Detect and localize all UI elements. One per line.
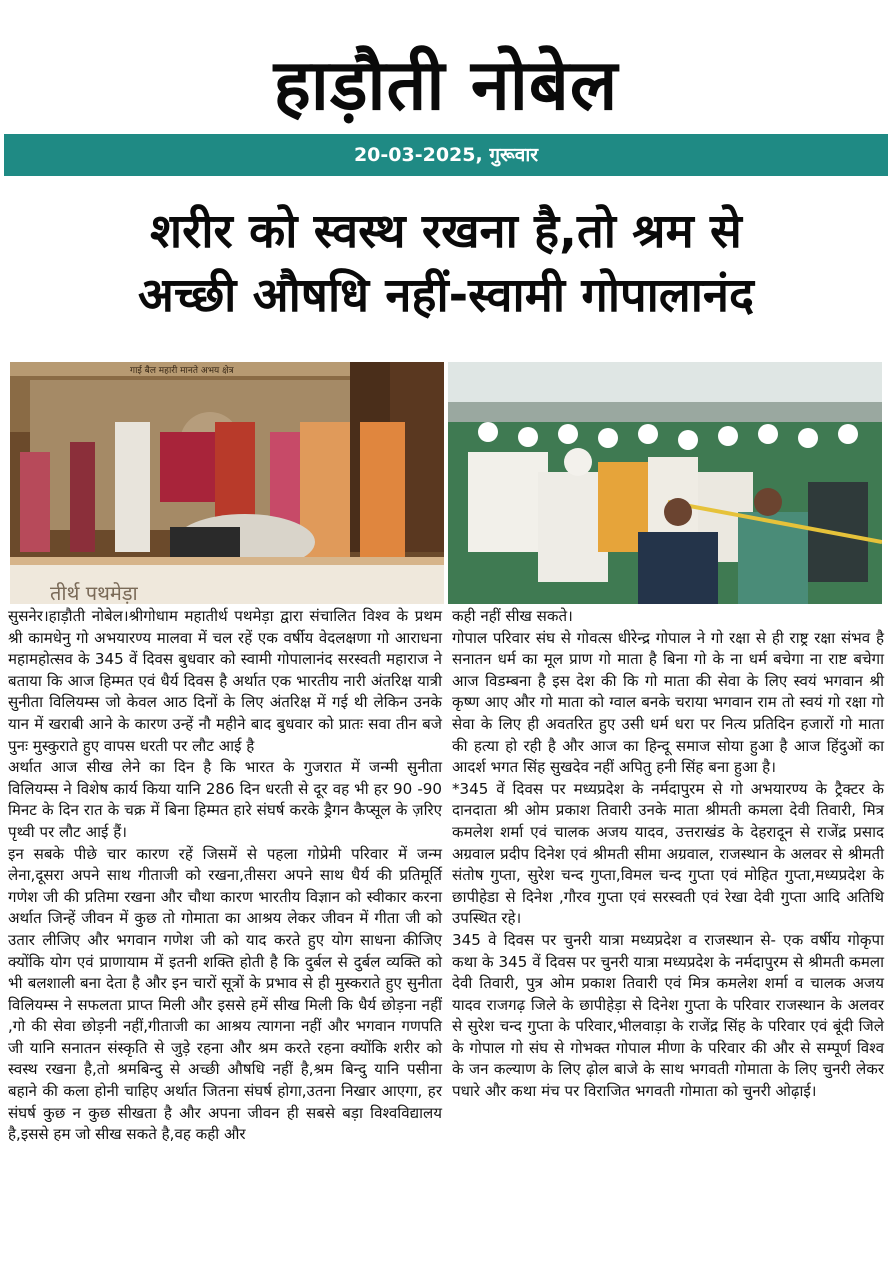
article-paragraph: कही नहीं सीख सकते।: [452, 607, 573, 625]
headline-line-1: शरीर को स्वस्थ रखना है,तो श्रम से: [150, 204, 742, 259]
masthead-title: हाड़ौती नोबेल: [273, 44, 619, 126]
article-paragraph: इन सबके पीछे चार कारण रहें जिसमें से पहला गोप्रेमी परिवार में जन्म लेना,दूसरा अपने साथ गीताजी को रखना,तीसरा अपने साथ धैर्य की प्रतिमूर्ति गणेश जी की प्रतिमा रखना और चौथा कारण भारतीय विज्ञान को स्वीकार करना अर्थात जिन्हें जीवन में कुछ तो गोमाता का आश्रय लेकर जीवन में गीता जी को उतार लीजिए और भगवान गणेश जी को याद करते हुए योग साधना कीजिए क्योंकि योग एवं प्राणायाम में इतनी शक्ति होती है कि दुर्बल से दुर्बल व्यक्ति को भी बलशाली बना देता है और इन चारों सूत्रों के प्रभाव से ही मुस्कराते हुए सुनीता विलियम्स ने सफलता प्राप्त मिली और इससे हमें सीख मिली कि धैर्य छोड़ना नहीं ,गो की सेवा छोड़नी नहीं,गीताजी का आश्रय त्यागना नहीं और भगवान गणपति जी यानि सनातन संस्कृति से जुड़े रहना और श्रम करते रहना क्योंकि शरीर को स्वस्थ रखना है,तो श्रमबिन्दु से अच्छी औषधि नहीं है,श्रम बिन्दु यानि पसीना बहाने की कला होनी चाहिए अर्थात जितना संघर्ष होगा,उतना निखार आएगा, हर संघर्ष कुछ न कुछ सीखता है और अपना जीवन ही सबसे बड़ा विश्वविद्यालय है,इससे हम जो सीख सकते है,वह कही और: [8, 844, 442, 1144]
photo-stage-cow-image: [10, 362, 444, 604]
article-paragraph: सुसनेर।हाड़ौती नोबेल।श्रीगोधाम महातीर्थ पथमेड़ा द्वारा संचालित विश्व के प्रथम श्री कामधेनु गो अभयारण्य मालवा में चल रहें एक वर्षीय वेदलक्षणा गो आराधना महामहोत्सव के 345 वें दिवस बुधवार को स्वामी गोपालानंद सरस्वती महाराज ने बताया कि आज हिम्मत एवं धैर्य दिवस है अर्थात एक भारतीय नारी अंतरिक्ष यात्री सुनीता विलियम्स जो केवल आठ दिनों के लिए अंतरिक्ष में गई थी लेकिन उनके यान में खराबी आने के कारण उन्हें नौ महीने बाद बुधवार को प्रातः सवा तीन बजे पुनः मुस्कुराते हुए वापस धरती पर लौट आई है: [8, 607, 442, 755]
article-paragraph: 345 वे दिवस पर चुनरी यात्रा मध्यप्रदेश व राजस्थान से- एक वर्षीय गोकृपा कथा के 345 वें दिवस पर चुनरी यात्रा मध्यप्रदेश के नर्मदापुरम से श्रीमती कमला देवी तिवारी, पुत्र ओम प्रकाश तिवारी एवं मित्र कमलेश शर्मा व चालक अजय यादव राजगढ़ जिले के छापीहेड़ा से दिनेश गुप्ता के परिवार राजस्थान के अलवर से सुरेश चन्द गुप्ता के परिवार,भीलवाड़ा के राजेंद्र सिंह के परिवार एवं बूंदी जिले के गोपाल गो संघ से गोभक्त गोपाल मीणा के परिवार की और से सम्पूर्ण विश्व के जन कल्याण के लिए ढ़ोल बाजे के साथ भगवती गोमाता के लिए चुनरी लेकर पधारे और कथा मंच पर विराजित भगवती गोमाता को चुनरी ओढ़ाई।: [452, 930, 884, 1101]
photo-audience-image: [448, 362, 882, 604]
photo-stage-cow: [10, 362, 444, 604]
photo-audience: [448, 362, 882, 604]
date-bar: [4, 134, 888, 176]
stage-front-text: तीर्थ पथमेड़ा: [50, 581, 138, 604]
article-paragraph: अर्थात आज सीख लेने का दिन है कि भारत के गुजरात में जन्मी सुनीता विलियम्स ने विशेष कार्य किया यानि 286 दिन धरती से दूर वह भी हर 90 -90 मिनट के दिन रात के चक्र में बिना हिम्मत हारे संघर्ष करके ड्रैगन कैप्सूल के ज़रिए पृथ्वी पर लौट आई हैं।: [8, 758, 442, 841]
article-paragraph: *345 वें दिवस पर मध्यप्रदेश के नर्मदापुरम से गो अभयारण्य के ट्रैक्टर के दानदाता श्री ओम प्रकाश तिवारी उनके माता श्रीमती कमला देवी तिवारी, मित्र कमलेश शर्मा एवं चालक अजय यादव, उत्तराखंड के देहरादून से राजेंद्र प्रसाद अग्रवाल प्रदीप दिनेश एवं श्रीमती सीमा अग्रवाल, राजस्थान के अलवर से श्रीमती संतोष गुप्ता, सुरेश चन्द गुप्ता,विमल चन्द गुप्ता एवं मोहित गुप्ता,मध्यप्रदेश के छापीहेडा से दिनेश ,गौरव गुप्ता एवं सरस्वती एवं रेखा देवी गुप्ता आदि अतिथि उपस्थित रहे।: [452, 779, 884, 928]
article-column-left: [8, 606, 442, 1146]
headline: [0, 200, 892, 328]
article-column-right: [452, 606, 884, 1103]
headline-line-2: अच्छी औषधि नहीं-स्वामी गोपालानंद: [138, 268, 754, 323]
article-paragraph: गोपाल परिवार संघ से गोवत्स धीरेन्द्र गोपाल ने गो रक्षा से ही राष्ट्र रक्षा संभव है सनातन धर्म का मूल प्राण गो माता है बिना गो के ना धर्म बचेगा ना राष्ट बचेगा आज विडम्बना है इस देश की कि गो माता की सेवा के लिए स्वयं भगवान श्री कृष्ण आए और गो माता को ग्वाल बनके चराया भगवान राम तो स्वयं गो रक्षा गो सेवा के लिए ही अवतरित हुए उसी धर्म धरा पर नित्य प्रतिदिन हजारों गो माता की हत्या हो रही है और आज का हिन्दू समाज सोया हुआ है आज हिंदुओं का आदर्श भगत सिंह सुखदेव नहीं अपितु हनी सिंह बना हुआ है।: [452, 628, 884, 777]
date-text: 20-03-2025, गुरूवार: [353, 144, 539, 166]
stage-banner-text: गाई बैल महारी मानते अभय क्षेत्र: [130, 366, 234, 376]
